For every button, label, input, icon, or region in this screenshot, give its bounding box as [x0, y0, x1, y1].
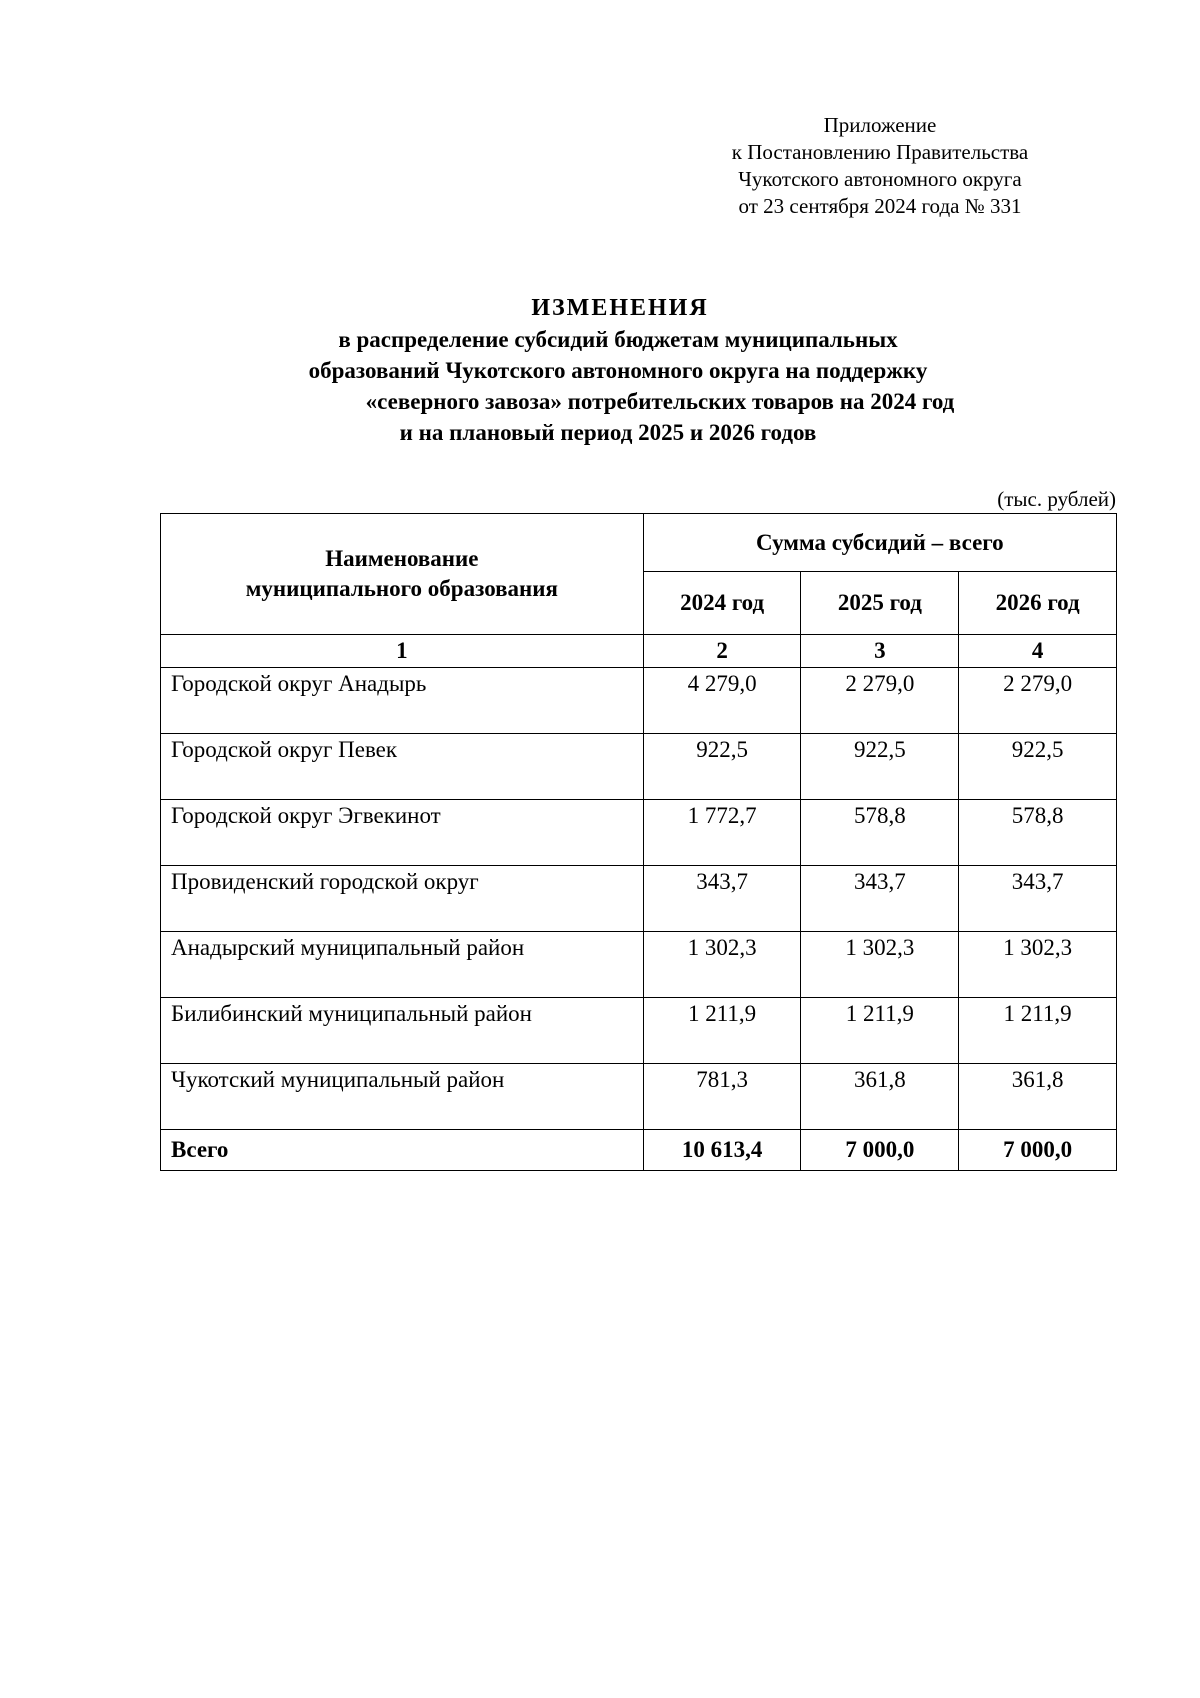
column-header-2025: 2025 год — [801, 572, 959, 635]
column-number: 4 — [959, 635, 1117, 668]
value-2026: 922,5 — [959, 734, 1117, 800]
appendix-line: Приложение — [823, 113, 937, 137]
appendix-line: к Постановлению Правительства — [731, 140, 1029, 164]
appendix-line: Чукотского автономного округа — [738, 167, 1022, 191]
value-2025: 922,5 — [801, 734, 959, 800]
value-2024: 922,5 — [643, 734, 801, 800]
header-text: муниципального образования — [245, 576, 558, 601]
title-line: и на плановый период 2025 и 2026 годов — [399, 420, 817, 445]
total-label: Всего — [161, 1130, 644, 1171]
units-label: (тыс. рублей) — [997, 487, 1116, 511]
table-row — [161, 866, 1117, 932]
column-header-sum: Сумма субсидий – всего — [643, 514, 1116, 572]
title-main: ИЗМЕНЕНИЯ — [531, 295, 709, 321]
value-2026: 343,7 — [959, 866, 1117, 932]
document-title — [120, 293, 1080, 448]
municipality-name: Городской округ Анадырь — [161, 668, 644, 734]
subsidy-table — [160, 513, 1117, 1171]
title-line: в распределение субсидий бюджетам муниципальных — [338, 327, 898, 352]
value-2024: 343,7 — [643, 866, 801, 932]
municipality-name: Городской округ Певек — [161, 734, 644, 800]
table-row — [161, 668, 1117, 734]
municipality-name: Провиденский городской округ — [161, 866, 644, 932]
value-2026: 1 302,3 — [959, 932, 1117, 998]
value-2024: 1 302,3 — [643, 932, 801, 998]
appendix-line: от 23 сентября 2024 года № 331 — [738, 194, 1022, 218]
value-2025: 343,7 — [801, 866, 959, 932]
value-2024: 1 772,7 — [643, 800, 801, 866]
total-2024: 10 613,4 — [643, 1130, 801, 1171]
column-number: 1 — [161, 635, 644, 668]
value-2024: 1 211,9 — [643, 998, 801, 1064]
value-2026: 361,8 — [959, 1064, 1117, 1130]
municipality-name: Чукотский муниципальный район — [161, 1064, 644, 1130]
table-row — [161, 1064, 1117, 1130]
appendix-block — [640, 112, 1120, 220]
municipality-name: Билибинский муниципальный район — [161, 998, 644, 1064]
municipality-name: Городской округ Эгвекинот — [161, 800, 644, 866]
value-2025: 578,8 — [801, 800, 959, 866]
header-text: Наименование — [325, 546, 479, 571]
table-row — [161, 998, 1117, 1064]
table-row — [161, 932, 1117, 998]
table-row — [161, 734, 1117, 800]
total-2025: 7 000,0 — [801, 1130, 959, 1171]
table-row — [161, 800, 1117, 866]
title-line: «северного завоза» потребительских товаров на 2024 год — [365, 389, 955, 414]
column-number: 3 — [801, 635, 959, 668]
value-2024: 781,3 — [643, 1064, 801, 1130]
value-2025: 361,8 — [801, 1064, 959, 1130]
value-2026: 2 279,0 — [959, 668, 1117, 734]
column-header-2026: 2026 год — [959, 572, 1117, 635]
column-number: 2 — [643, 635, 801, 668]
value-2025: 1 211,9 — [801, 998, 959, 1064]
value-2025: 2 279,0 — [801, 668, 959, 734]
column-header-2024: 2024 год — [643, 572, 801, 635]
value-2026: 1 211,9 — [959, 998, 1117, 1064]
municipality-name: Анадырский муниципальный район — [161, 932, 644, 998]
value-2026: 578,8 — [959, 800, 1117, 866]
value-2025: 1 302,3 — [801, 932, 959, 998]
total-row — [161, 1130, 1117, 1171]
total-2026: 7 000,0 — [959, 1130, 1117, 1171]
column-header-name — [161, 514, 644, 635]
title-line: образований Чукотского автономного округа на поддержку — [308, 358, 928, 383]
value-2024: 4 279,0 — [643, 668, 801, 734]
